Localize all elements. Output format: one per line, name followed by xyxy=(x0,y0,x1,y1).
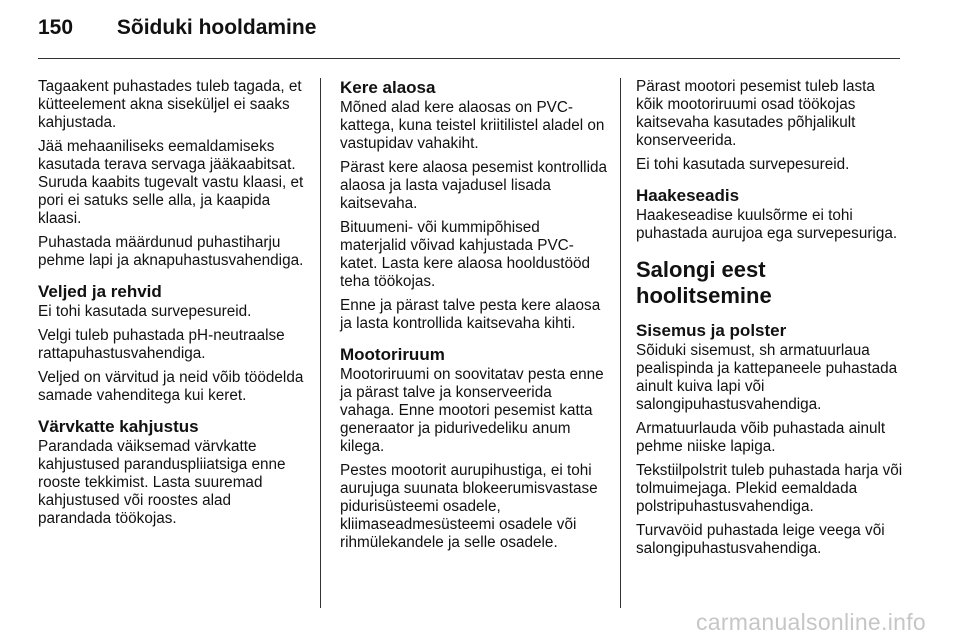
paragraph: Parandada väiksemad värvkatte kahjustused paranduspliiatsiga enne rooste tekkimist. Lasta suuremad kahjustused või roostes alad parandada töökojas. xyxy=(38,438,286,527)
paragraph: Haakeseadise kuulsõrme ei tohi puhastada aurujoa ega survepesuriga. xyxy=(636,207,898,242)
paragraph: Pärast mootori pesemist tuleb lasta kõik mootoriruumi osad töökojas kaitsevaha kasutades põhjalikult konserveerida. xyxy=(636,78,875,149)
paragraph: Mõned alad kere alaosas on PVC-kattega, kuna teistel kriitilistel aladel on vastupidav vahakiht. xyxy=(340,99,605,152)
paragraph: Jää mehaaniliseks eemaldamiseks kasutada terava servaga jääkaabitsat. Suruda kaabits tugevalt vastu klaasi, et pori ei satuks selle alla, ja kaapida klaasi. xyxy=(38,138,304,227)
paragraph: Enne ja pärast talve pesta kere alaosa ja lasta kontrollida kaitsevaha kihti. xyxy=(340,297,601,332)
paragraph: Bituumeni- või kummipõhised materjalid võivad kahjustada PVC-katet. Lasta kere alaosa hooldustööd teha töökojas. xyxy=(340,219,591,290)
paragraph: Turvavöid puhastada leige veega või salongipuhastusvahendiga. xyxy=(636,522,885,557)
paragraph: Pärast kere alaosa pesemist kontrollida alaosa ja lasta vajadusel lisada kaitsevaha. xyxy=(340,159,607,212)
paragraph: Sõiduki sisemust, sh armatuurlaua pealispinda ja kattepaneele puhastada ainult kuiva lapi või salongipuhastusvahendiga. xyxy=(636,342,898,413)
paragraph: Puhastada määrdunud puhastiharju pehme lapi ja aknapuhastusvahendiga. xyxy=(38,234,304,269)
paragraph: Pestes mootorit aurupihustiga, ei tohi aurujuga suunata blokeerumisvastase pidurisüsteemi osadele, kliimaseadmesüsteemi osadele või rihmülekandele ja selle osadele. xyxy=(340,462,598,551)
column-1 xyxy=(38,78,306,534)
column-divider xyxy=(620,78,621,608)
section-heading-paint-damage: Värvkatte kahjustus xyxy=(38,417,199,436)
page-header xyxy=(38,16,316,40)
section-heading-interior-upholstery: Sisemus ja polster xyxy=(636,321,787,340)
section-heading-towing: Haakeseadis xyxy=(636,186,740,205)
watermark: carmanualsonline.info xyxy=(695,609,926,635)
paragraph: Tagaakent puhastades tuleb tagada, et kütteelement akna siseküljel ei saaks kahjustada. xyxy=(38,78,302,131)
paragraph: Mootoriruumi on soovitatav pesta enne ja pärast talve ja konserveerida vahaga. Enne mootori pesemist katta generaator ja pidurivedeliku anum kilega. xyxy=(340,366,604,455)
paragraph: Ei tohi kasutada survepesureid. xyxy=(636,156,850,173)
section-heading-underbody: Kere alaosa xyxy=(340,78,436,97)
paragraph: Tekstiilpolstrit tuleb puhastada harja või tolmuimejaga. Plekid eemaldada polstripuhastusvahendiga. xyxy=(636,462,903,515)
column-divider xyxy=(320,78,321,608)
section-heading-engine-compartment: Mootoriruum xyxy=(340,345,445,364)
page-number: 150 xyxy=(38,16,74,39)
column-2 xyxy=(340,78,608,558)
paragraph: Armatuurlauda võib puhastada ainult pehme niiske lapiga. xyxy=(636,420,886,455)
chapter-heading-interior-care: Salongi eest hoolitsemine xyxy=(636,257,772,308)
paragraph: Ei tohi kasutada survepesureid. xyxy=(38,303,252,320)
section-heading-wheels: Veljed ja rehvid xyxy=(38,282,162,301)
column-3 xyxy=(636,78,904,564)
paragraph: Veljed on värvitud ja neid võib töödelda samade vahenditega kui keret. xyxy=(38,369,304,404)
page-title: Sõiduki hooldamine xyxy=(116,16,317,39)
paragraph: Velgi tuleb puhastada pH-neutraalse rattapuhastusvahendiga. xyxy=(38,327,285,362)
header-rule xyxy=(38,58,900,59)
